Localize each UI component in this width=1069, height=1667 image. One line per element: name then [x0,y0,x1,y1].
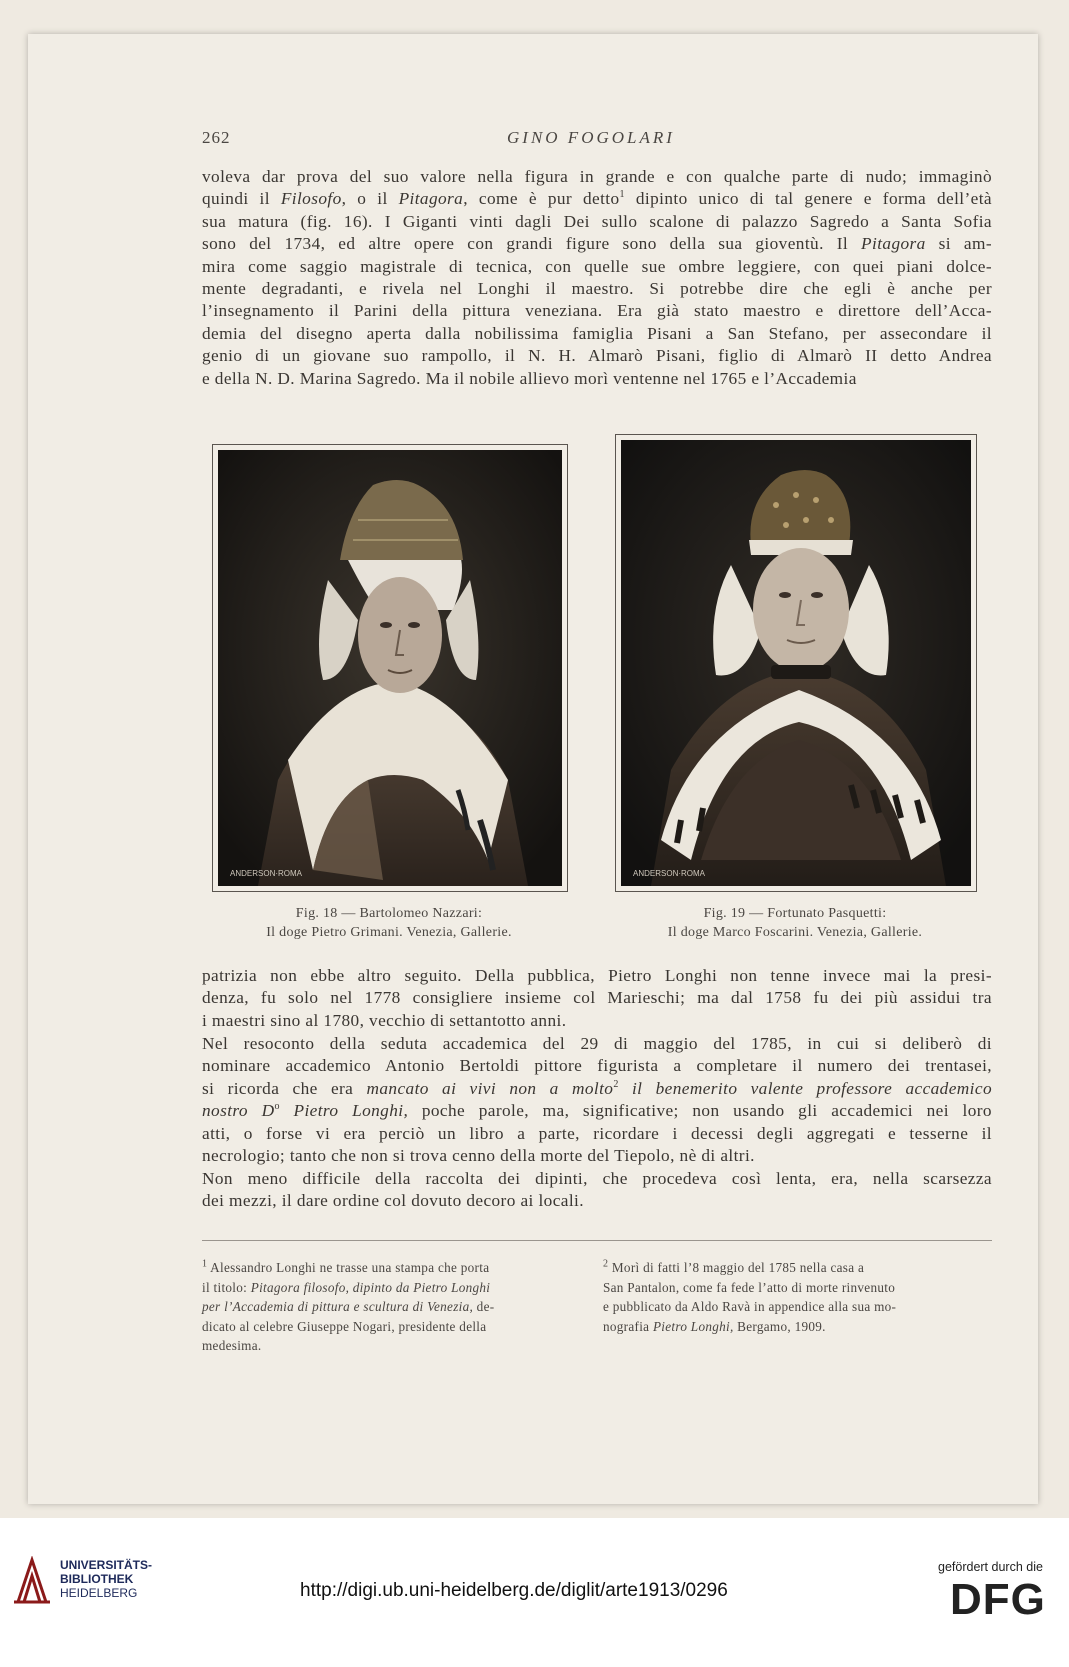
caption-figure-18 [202,904,576,942]
text-line: e della N. D. Marina Sagredo. Ma il nobile allievo morì ventenne nel 1765 e l’Accademia [202,368,857,388]
text-line: nominare accademico Antonio Bertoldi pittore figurista a completare il numero dei trentasei, [202,1056,992,1076]
portrait-grimani [218,450,562,886]
page-number: 262 [202,128,231,147]
text-line: San Pantalon, come fa fede l’atto di morte rinvenuto [603,1279,896,1295]
permalink-url[interactable]: http://digi.ub.uni-heidelberg.de/diglit/arte1913/0296 [300,1580,728,1601]
caption-19-line1: Fig. 19 — Fortunato Pasquetti: [703,906,887,921]
text-line: dei mezzi, il dare ordine col dovuto decoro ai locali. [202,1191,584,1211]
text-line: mente degradanti, e rivela nel Longhi il maestro. Si potrebbe dire che egli è anche per [202,279,992,299]
portrait-foscarini [621,440,971,886]
text-line: sua matura (fig. 16). I Giganti vinti dagli Dei sullo scalone di palazzo Sagredo a Santa Sofia [202,211,992,231]
footnote-separator [202,1240,992,1241]
text-line: e pubblicato da Aldo Ravà in appendice alla sua mo- [603,1299,897,1314]
text-line: nostro $D^o$ Pietro Longhi, poche parole, ma, significative; non usando gli accademici nei loro [202,1101,992,1121]
paragraph-3 [202,1033,992,1167]
text-line: mira come saggio magistrale di tecnica, con quelle sue ombre leggiere, con quei piani dolce- [202,256,992,276]
library-name-line3: HEIDELBERG [60,1586,138,1600]
running-head [202,128,992,152]
paragraph-2 [202,965,992,1032]
paragraph-4 [202,1168,992,1213]
text-line: atti, o forse vi era perciò un libro a parte, ricordare i decessi degli aggregati e tesserne il [202,1123,992,1143]
text-line: quindi il Filosofo, o il Pitagora, come è pur detto$^1$ dipinto unico di tal genere e forma dell’età [202,189,992,209]
university-library-logo-icon [14,1556,50,1606]
library-name-line2: BIBLIOTHEK [60,1572,134,1586]
text-line: medesima. [202,1338,262,1353]
running-head-author: GINO FOGOLARI [507,128,675,147]
funded-by-label: gefördert durch die [938,1560,1043,1574]
text-line: denza, fu solo nel 1778 consigliere insieme col Marieschi; ma dal 1758 fu dei più assidui tra [202,988,992,1008]
text-line: Nel resoconto della seduta accademica del 29 di maggio del 1785, in cui si deliberò di [202,1034,992,1053]
footnote-2 [603,1258,992,1336]
text-line: $^2$ Morì di fatti l’8 maggio del 1785 nella casa a [603,1258,865,1275]
text-line: si ricorda che era mancato ai vivi non a molto$^2$ il benemerito valente professore accademico [202,1078,992,1098]
caption-figure-19 [605,904,985,942]
photo-credit-19: ANDERSON·ROMA [633,869,706,878]
dfg-logo: DFG [950,1575,1046,1624]
portrait-foscarini-image [621,440,971,886]
text-line: patrizia non ebbe altro seguito. Della pubblica, Pietro Longhi non tenne invece mai la presi- [202,966,992,985]
text-line: voleva dar prova del suo valore nella figura in grande e con qualche parte di nudo; immaginò [202,167,992,186]
figure-18 [212,444,568,892]
photo-credit-18: ANDERSON·ROMA [230,869,303,878]
text-line: nografia Pietro Longhi, Bergamo, 1909. [603,1318,826,1334]
caption-19-line2: Il doge Marco Foscarini. Venezia, Gallerie. [667,925,923,940]
text-line: demia del disegno aperta dalla nobilissima famiglia Pisani a San Stefano, per assecondare il [202,323,992,343]
text-line: genio di un giovane suo rampollo, il N. H. Almarò Pisani, figlio di Almarò II detto Andrea [202,346,992,366]
text-line: Non meno difficile della raccolta dei dipinti, che procedeva così lenta, era, nella scarsezza [202,1169,992,1188]
text-line: necrologio; tanto che non si trova cenno della morte del Tiepolo, nè di altri. [202,1146,755,1166]
text-line: l’insegnamento il Parini della pittura veneziana. Era già stato maestro e direttore dell’Acca- [202,301,992,321]
portrait-grimani-image [218,450,562,886]
text-line: dicato al celebre Giuseppe Nogari, presidente della [202,1318,487,1334]
footnote-1 [202,1258,586,1356]
figure-19 [615,434,977,892]
text-line: per l’Accademia di pittura e scultura di Venezia, de- [202,1299,495,1314]
library-name-line1: UNIVERSITÄTS- [60,1558,153,1572]
caption-18-line1: Fig. 18 — Bartolomeo Nazzari: [295,906,483,921]
caption-18-line2: Il doge Pietro Grimani. Venezia, Gallerie. [266,925,512,940]
paragraph-1 [202,166,992,390]
text-line: i maestri sino al 1780, vecchio di settantotto anni. [202,1010,567,1030]
text-line: sono del 1734, ed altre opere con grandi figure sono della sua gioventù. Il Pitagora si am- [202,234,992,254]
text-line: $^1$ Alessandro Longhi ne trasse una stampa che porta [202,1258,490,1275]
library-name [60,1558,152,1600]
text-line: il titolo: Pitagora filosofo, dipinto da Pietro Longhi [202,1279,491,1295]
